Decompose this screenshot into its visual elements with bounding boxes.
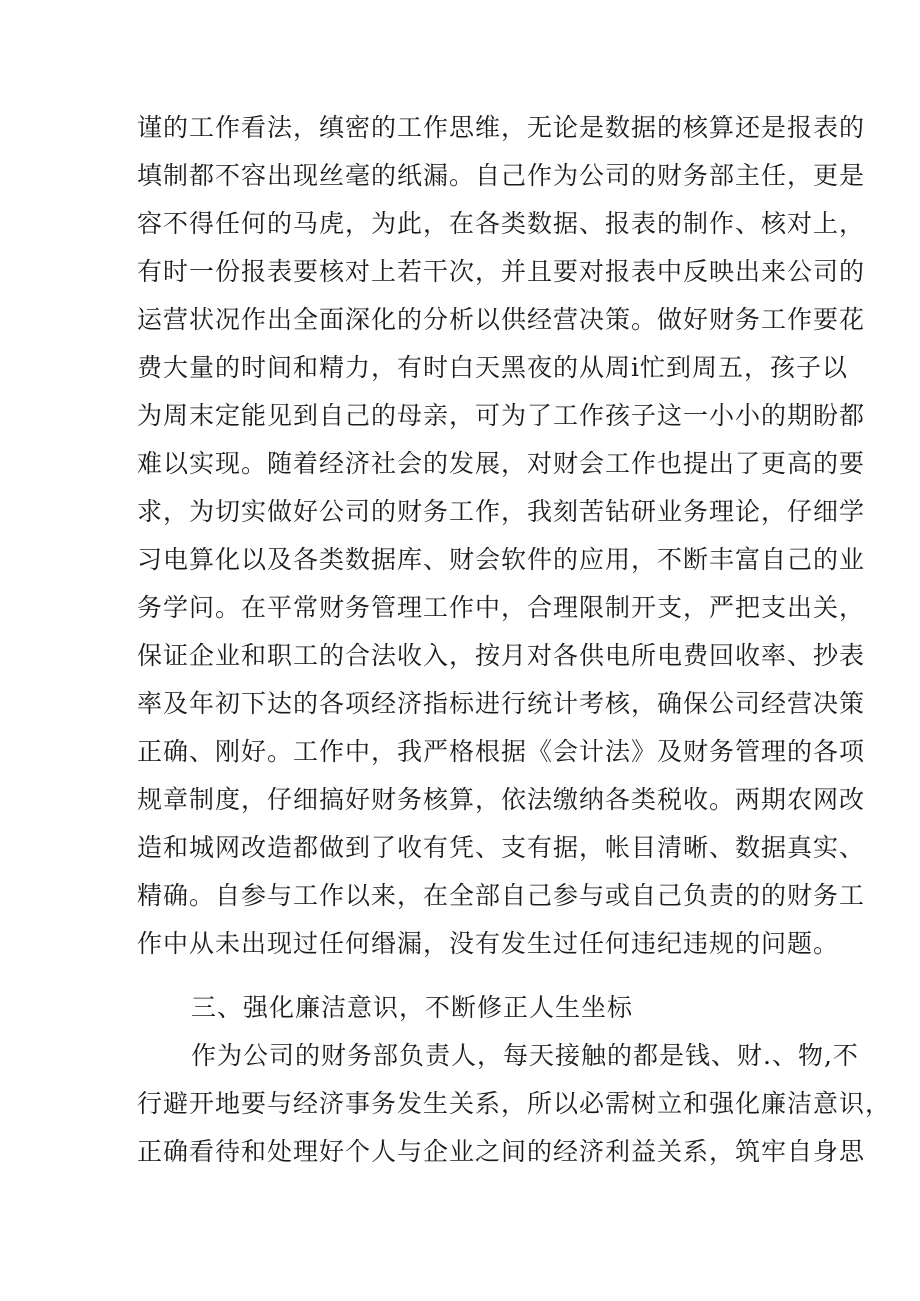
paragraph-1-line-4: 有时一份报表要核对上若干次，并且要对报表中反映出来公司的 (137, 257, 866, 286)
paragraph-1-line-3: 容不得任何的马虎，为此，在各类数据、报表的制作、核对上， (137, 209, 866, 238)
paragraph-1-line-11: 务学问。在平常财务管理工作中，合理限制开支，严把支出关， (137, 593, 866, 622)
paragraph-1-line-8: 难以实现。随着经济社会的发展，对财会工作也提出了更高的要 (137, 449, 866, 478)
paragraph-1-line-1: 谨的工作看法，缜密的工作思维，无论是数据的核算还是报表的 (137, 113, 866, 142)
paragraph-1-line-14: 正确、刚好。工作中，我严格根据《会计法》及财务管理的各项 (137, 737, 866, 766)
paragraph-1-line-7: 为周末定能见到自己的母亲，可为了工作孩子这一小小的期盼都 (137, 401, 866, 430)
paragraph-2-line-3: 正确看待和处理好个人与企业之间的经济利益关系，筑牢自身思 (137, 1137, 866, 1166)
paragraph-1-line-2: 填制都不容出现丝毫的纸漏。自己作为公司的财务部主任，更是 (137, 161, 866, 190)
paragraph-1-line-16: 造和城网改造都做到了收有凭、支有据，帐目清晰、数据真实、 (137, 833, 866, 862)
paragraph-2-line-2: 行避开地要与经济事务发生关系，所以必需树立和强化廉洁意识， (137, 1089, 892, 1118)
paragraph-1-line-5: 运营状况作出全面深化的分析以供经营决策。做好财务工作要花 (137, 305, 866, 334)
paragraph-1-line-17: 精确。自参与工作以来，在全部自己参与或自己负责的的财务工 (137, 881, 866, 910)
paragraph-1-line-10: 习电算化以及各类数据库、财会软件的应用，不断丰富自己的业 (137, 545, 866, 574)
paragraph-1-line-9: 求，为切实做好公司的财务工作，我刻苦钻研业务理论，仔细学 (137, 497, 866, 526)
paragraph-1-line-13: 率及年初下达的各项经济指标进行统计考核，确保公司经营决策 (137, 689, 866, 718)
paragraph-1-line-12: 保证企业和职工的合法收入，按月对各供电所电费回收率、抄表 (137, 641, 866, 670)
paragraph-1-line-6: 费大量的时间和精力，有时白天黑夜的从周i忙到周五，孩子以 (137, 353, 848, 382)
paragraph-1-line-15: 规章制度，仔细搞好财务核算，依法缴纳各类税收。两期农网改 (137, 785, 866, 814)
section-heading: 三、强化廉洁意识，不断修正人生坐标 (191, 993, 634, 1022)
paragraph-1-line-18: 作中从未出现过任何缗漏，没有发生过任何违纪违规的问题。 (137, 929, 840, 958)
paragraph-2-line-1: 作为公司的财务部负责人，每天接触的都是钱、财.、物,不 (191, 1041, 859, 1070)
